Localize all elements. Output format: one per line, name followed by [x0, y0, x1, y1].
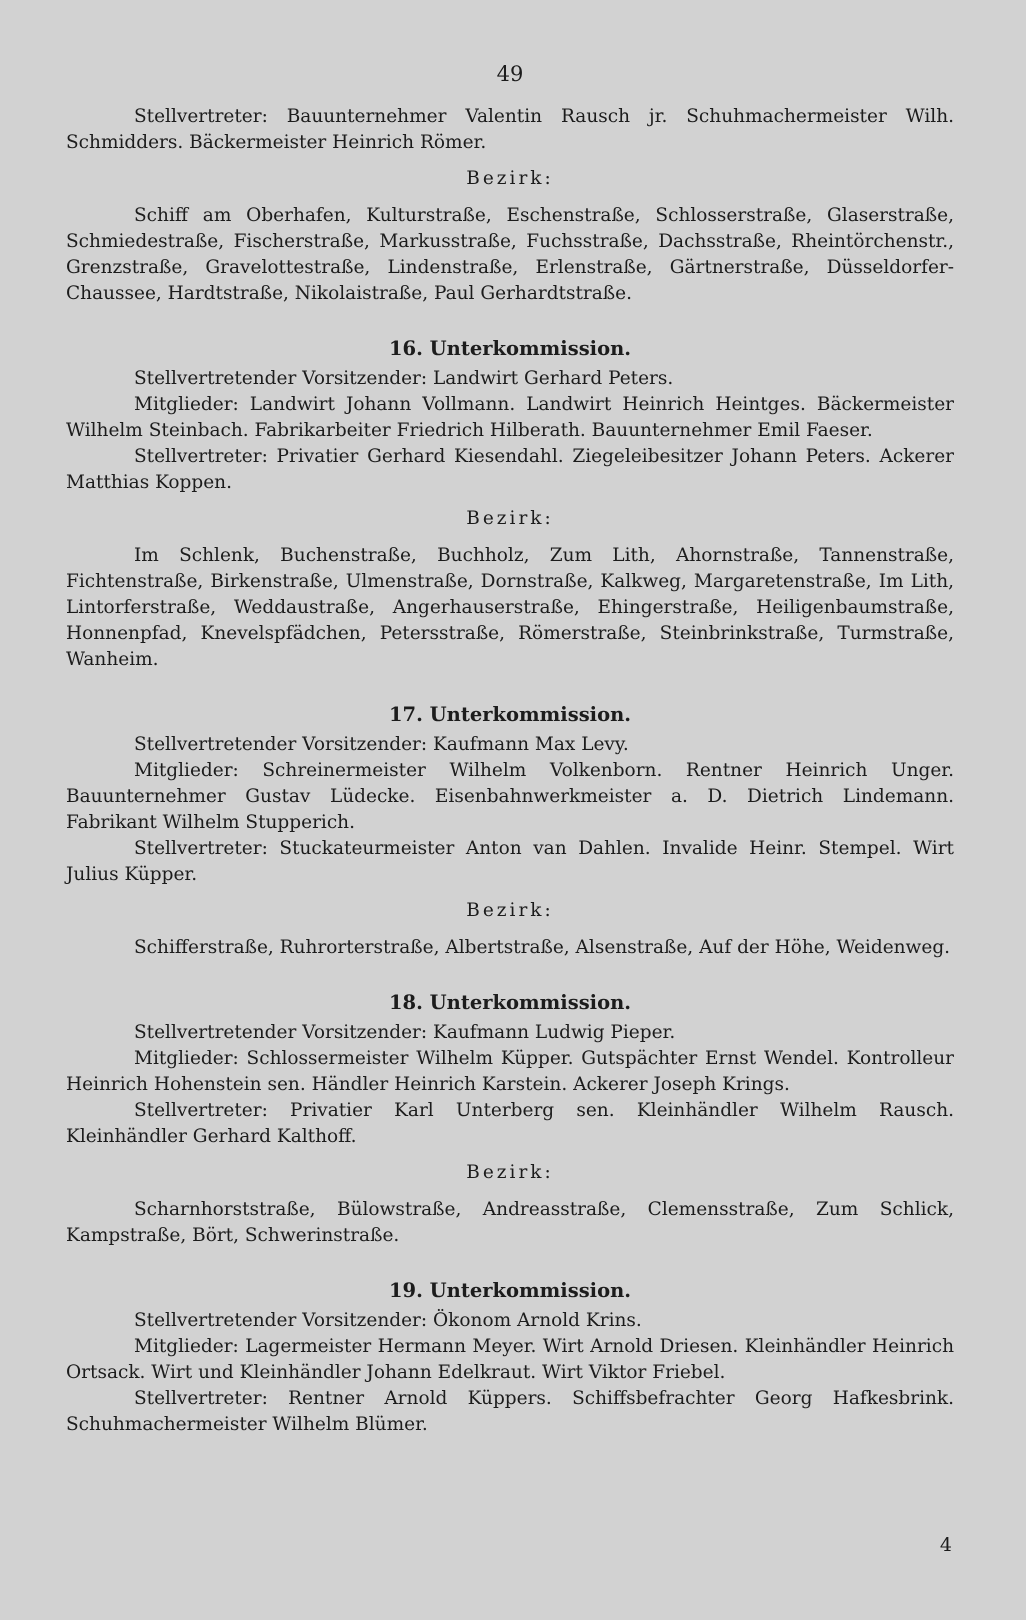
- section-stellvertreter: Stellvertreter: Rentner Arnold Küppers. Schiffsbefrachter Georg Hafkesbrink. Schuhmachermeister Wilhelm Blümer.: [66, 1388, 954, 1435]
- section-heading: 18. Unterkommission.: [388, 991, 632, 1014]
- section-16: [66, 337, 954, 673]
- section-bezirk-label: Bezirk:: [466, 900, 554, 921]
- section-vorsitzender: Stellvertretender Vorsitzender: Kaufmann Ludwig Pieper.: [134, 1022, 676, 1043]
- section-vorsitzender: Stellvertretender Vorsitzender: Landwirt Gerhard Peters.: [134, 368, 674, 389]
- section-bezirk-text: Schifferstraße, Ruhrorterstraße, Albertstraße, Alsenstraße, Auf der Höhe, Weidenweg.: [134, 937, 951, 958]
- section-18: [66, 991, 954, 1249]
- intro-stellvertreter: Stellvertreter: Bauunternehmer Valentin Rausch jr. Schuhmachermeister Wilh. Schmidders. Bäckermeister Heinrich Römer.: [66, 106, 954, 153]
- section-stellvertreter: Stellvertreter: Stuckateurmeister Anton van Dahlen. Invalide Heinr. Stempel. Wirt Julius Küpper.: [66, 838, 954, 885]
- section-stellvertreter: Stellvertreter: Privatier Gerhard Kiesendahl. Ziegeleibesitzer Johann Peters. Ackerer Matthias Koppen.: [66, 446, 954, 493]
- page-number: 49: [496, 62, 524, 86]
- section-heading: 16. Unterkommission.: [388, 337, 632, 360]
- section-vorsitzender: Stellvertretender Vorsitzender: Ökonom Arnold Krins.: [134, 1310, 642, 1331]
- intro-bezirk-text: Schiff am Oberhafen, Kulturstraße, Eschenstraße, Schlosserstraße, Glaserstraße, Schmiedestraße, Fischerstraße, Markusstraße, Fuchsstraße, Dachsstraße, Rheintörchenstr., Grenzstraße, Gravelottestraße, Lindenstraße, Erlenstraße, Gärtnerstraße, Düsseldorfer-Chaussee, Hardtstraße, Nikolaistraße, Paul Gerhardtstraße.: [66, 205, 954, 304]
- intro-bezirk-label: Bezirk:: [466, 168, 554, 189]
- section-bezirk-label: Bezirk:: [466, 1162, 554, 1183]
- section-17: [66, 703, 954, 961]
- section-bezirk-text: Scharnhorststraße, Bülowstraße, Andreasstraße, Clemensstraße, Zum Schlick, Kampstraße, Bört, Schwerinstraße.: [66, 1199, 954, 1246]
- section-heading: 17. Unterkommission.: [388, 703, 632, 726]
- section-heading: 19. Unterkommission.: [388, 1279, 632, 1302]
- section-stellvertreter: Stellvertreter: Privatier Karl Unterberg sen. Kleinhändler Wilhelm Rausch. Kleinhändler Gerhard Kalthoff.: [66, 1100, 954, 1147]
- section-bezirk-text: Im Schlenk, Buchenstraße, Buchholz, Zum Lith, Ahornstraße, Tannenstraße, Fichtenstraße, Birkenstraße, Ulmenstraße, Dornstraße, Kalkweg, Margaretenstraße, Im Lith, Lintorferstraße, Weddaustraße, Angerhauserstraße, Ehingerstraße, Heiligenbaumstraße, Honnenpfad, Knevelspfädchen, Petersstraße, Römerstraße, Steinbrinkstraße, Turmstraße, Wanheim.: [66, 545, 954, 670]
- section-19: [66, 1279, 954, 1438]
- section-bezirk-label: Bezirk:: [466, 508, 554, 529]
- section-mitglieder: Mitglieder: Lagermeister Hermann Meyer. Wirt Arnold Driesen. Kleinhändler Heinrich Ortsack. Wirt und Kleinhändler Johann Edelkraut. Wirt Viktor Friebel.: [66, 1336, 954, 1383]
- signature-mark: 4: [939, 1534, 952, 1556]
- section-mitglieder: Mitglieder: Schlossermeister Wilhelm Küpper. Gutspächter Ernst Wendel. Kontrolleur Heinrich Hohenstein sen. Händler Heinrich Karstein. Ackerer Joseph Krings.: [66, 1048, 954, 1095]
- section-mitglieder: Mitglieder: Schreinermeister Wilhelm Volkenborn. Rentner Heinrich Unger. Bauunternehmer Gustav Lüdecke. Eisenbahnwerkmeister a. D. Dietrich Lindemann. Fabrikant Wilhelm Stupperich.: [66, 760, 954, 833]
- section-mitglieder: Mitglieder: Landwirt Johann Vollmann. Landwirt Heinrich Heintges. Bäckermeister Wilhelm Steinbach. Fabrikarbeiter Friedrich Hilberath. Bauunternehmer Emil Faeser.: [66, 394, 954, 441]
- section-vorsitzender: Stellvertretender Vorsitzender: Kaufmann Max Levy.: [134, 734, 629, 755]
